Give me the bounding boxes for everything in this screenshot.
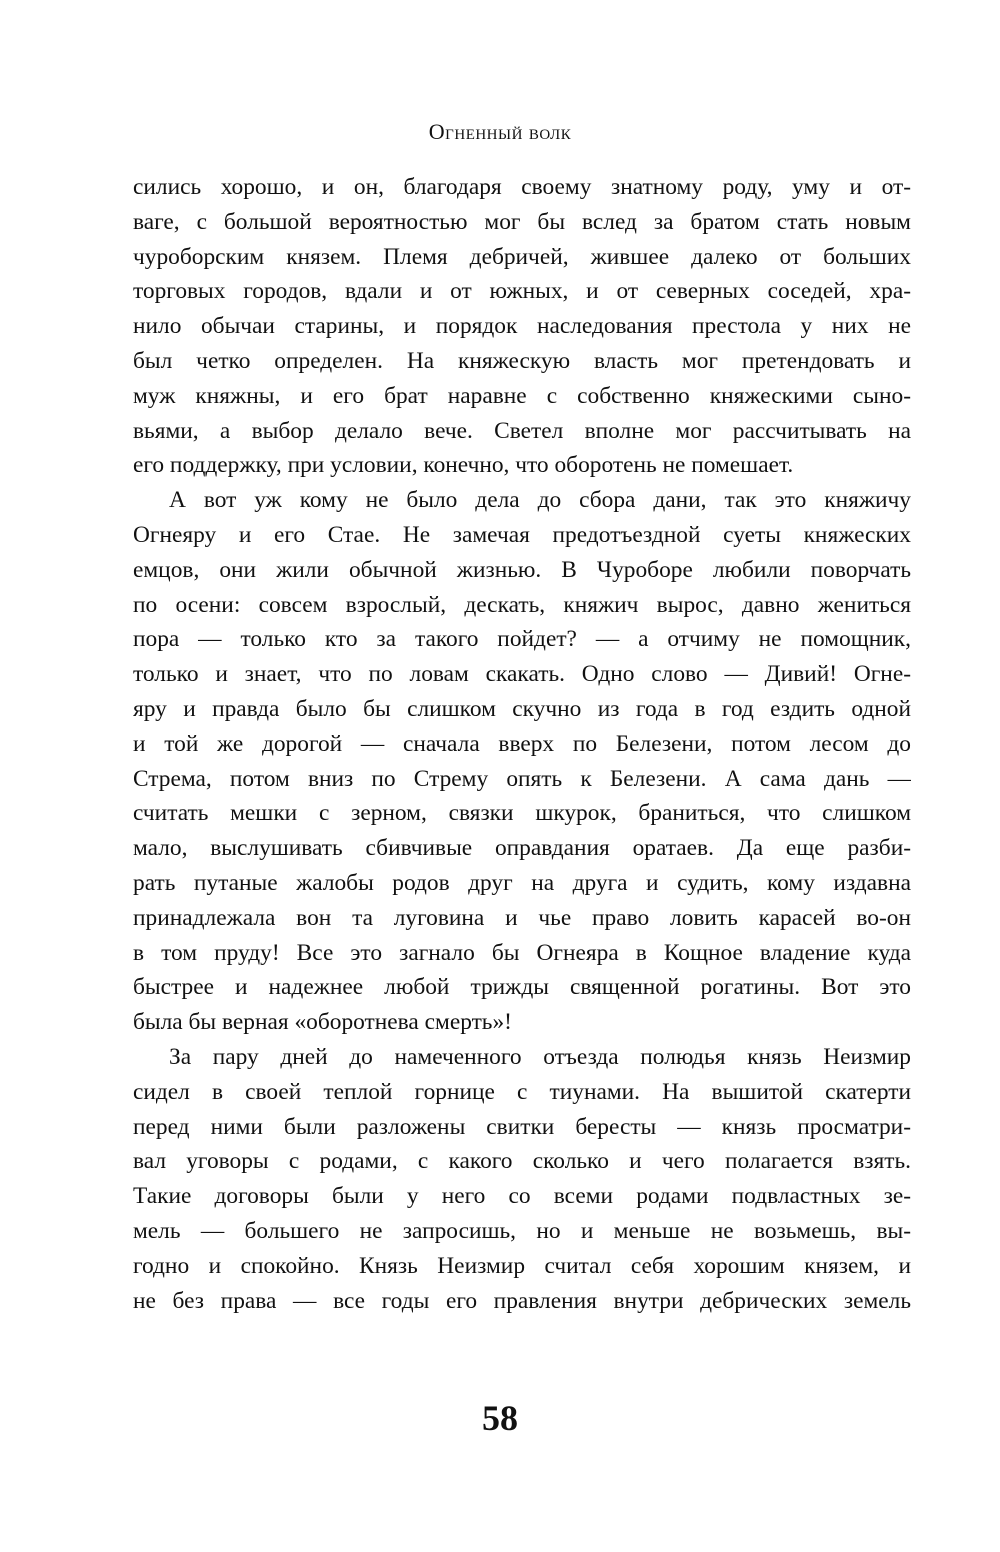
text-line: нило обычаи старины, и порядок наследования престола у них не <box>133 313 911 340</box>
text-line: муж княжны, и его брат наравне с собственно княжескими сыно- <box>133 382 911 409</box>
text-line: по осени: совсем взрослый, дескать, княжич вырос, давно жениться <box>133 591 911 618</box>
body-text <box>133 170 911 1318</box>
text-line: сились хорошо, и он, благодаря своему знатному роду, уму и от- <box>133 174 911 200</box>
text-line: вал уговоры с родами, с какого сколько и чего полагается взять. <box>133 1148 911 1175</box>
text-line: не без права — все годы его правления внутри дебрических земель <box>133 1287 911 1314</box>
text-line: в том пруду! Все это загнало бы Огнеяра в Кощное владение куда <box>133 939 911 966</box>
text-line: Стрема, потом вниз по Стрему опять к Белезени. А сама дань — <box>133 765 911 792</box>
text-line: чуроборским князем. Племя дебричей, жившее далеко от больших <box>133 243 911 270</box>
text-line: быстрее и надежнее любой трижды священной рогатины. Вот это <box>133 974 911 1001</box>
text-line: Огнеяру и его Стае. Не замечая предотъездной суеты княжеских <box>133 521 911 548</box>
text-line: мало, выслушивать сбивчивые оправдания оратаев. Да еще разби- <box>133 835 911 862</box>
running-title: Огненный волк <box>428 119 572 144</box>
text-line: была бы верная «оборотнева смерть»! <box>133 1009 512 1036</box>
text-line: рать путаные жалобы родов друг на друга и судить, кому издавна <box>133 869 911 896</box>
text-line: торговых городов, вдали и от южных, и от северных соседей, хра- <box>133 278 911 305</box>
text-line: принадлежала вон та луговина и чье право ловить карасей во-он <box>133 904 911 931</box>
text-line: мель — большего не запросишь, но и меньше не возьмешь, вы- <box>133 1217 911 1244</box>
paragraph <box>133 170 911 483</box>
text-line: пора — только кто за такого пойдет? — а отчиму не помощник, <box>133 626 911 653</box>
text-line: А вот уж кому не было дела до сбора дани, так это княжичу <box>169 487 911 514</box>
text-line: За пару дней до намеченного отъезда полюдья князь Неизмир <box>169 1043 911 1070</box>
paragraph <box>133 483 911 1040</box>
text-line: яру и правда было бы слишком скучно из года в год ездить одной <box>133 695 911 722</box>
text-line: и той же дорогой — сначала вверх по Белезени, потом лесом до <box>133 730 911 757</box>
text-line: был четко определен. На княжескую власть мог претендовать и <box>133 347 911 374</box>
text-line: перед ними были разложены свитки бересты — князь просматри- <box>133 1113 911 1140</box>
text-line: только и знает, что по ловам скакать. Одно слово — Дивий! Огне- <box>133 661 911 688</box>
paragraph <box>133 1040 911 1318</box>
text-line: сидел в своей теплой горнице с тиунами. На вышитой скатерти <box>133 1078 911 1105</box>
text-line: его поддержку, при условии, конечно, что оборотень не помешает. <box>133 452 794 479</box>
text-line: емцов, они жили обычной жизнью. В Чуроборе любили поворчать <box>133 556 911 583</box>
text-line: Такие договоры были у него со всеми родами подвластных зе- <box>133 1183 911 1210</box>
text-line: годно и спокойно. Князь Неизмир считал себя хорошим князем, и <box>133 1252 911 1279</box>
text-line: вьями, а выбор делало вече. Светел вполне мог рассчитывать на <box>133 417 911 444</box>
page-number: 58 <box>482 1398 518 1438</box>
text-line: ваге, с большой вероятностью мог бы вслед за братом стать новым <box>133 208 911 235</box>
text-line: считать мешки с зерном, связки шкурок, браниться, что слишком <box>133 800 911 827</box>
